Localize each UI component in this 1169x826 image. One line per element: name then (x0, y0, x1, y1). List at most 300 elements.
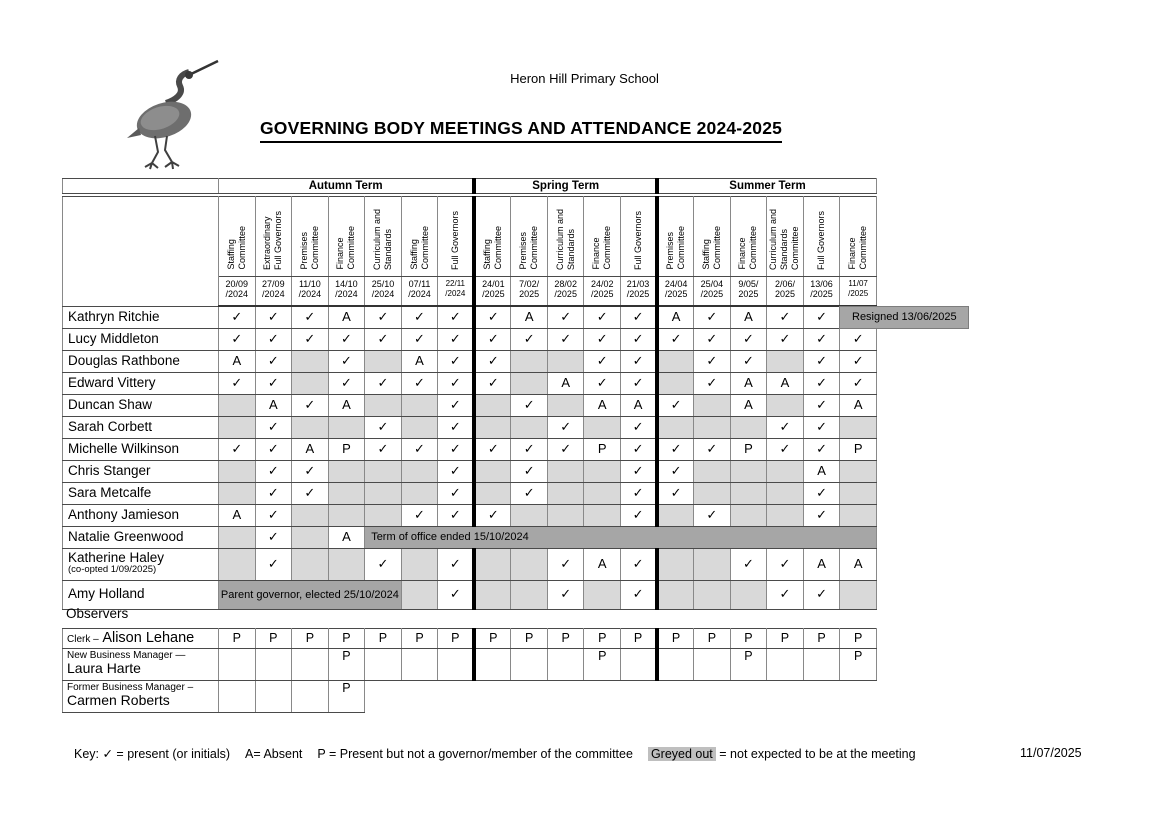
attendance-cell: ✓ (694, 328, 731, 350)
meeting-date: 11/10 /2024 (292, 277, 329, 307)
attendance-cell: ✓ (474, 350, 511, 372)
attendance-cell: P (328, 438, 365, 460)
empty-region (621, 681, 658, 713)
committee-header-label: Staffing Committee (482, 226, 504, 270)
observer-cell: P (767, 629, 804, 649)
attendance-cell: ✓ (474, 306, 511, 328)
observer-cell: P (328, 629, 365, 649)
committee-header (547, 197, 584, 277)
attendance-cell (511, 548, 548, 580)
attendance-cell: ✓ (547, 548, 584, 580)
attendance-cell: ✓ (401, 504, 438, 526)
empty-region (365, 681, 402, 713)
note-parent-governor: Parent governor, elected 25/10/2024 (219, 580, 402, 609)
attendance-cell: ✓ (401, 438, 438, 460)
attendance-cell (219, 548, 256, 580)
attendance-cell (840, 460, 877, 482)
attendance-cell: P (584, 438, 621, 460)
attendance-cell (401, 548, 438, 580)
attendance-cell: ✓ (767, 306, 804, 328)
attendance-cell: ✓ (255, 504, 292, 526)
attendance-cell: ✓ (292, 306, 329, 328)
attendance-cell (328, 482, 365, 504)
attendance-cell (401, 580, 438, 609)
note-term-ended: Term of office ended 15/10/2024 (365, 526, 877, 548)
key-greyed-out-swatch: Greyed out (648, 747, 716, 761)
attendance-cell (584, 482, 621, 504)
observers-table (62, 628, 877, 713)
meeting-date: 2/06/ 2025 (767, 277, 804, 307)
observer-cell (219, 649, 256, 681)
governor-name: Katherine Haley (co-opted 1/09/2025) (63, 548, 219, 580)
key-greyed-out-text: = not expected to be at the meeting (719, 747, 916, 761)
attendance-cell (511, 416, 548, 438)
committee-header (584, 197, 621, 277)
observer-cell (474, 649, 511, 681)
attendance-cell (401, 482, 438, 504)
meeting-date: 7/02/ 2025 (511, 277, 548, 307)
attendance-cell: ✓ (292, 460, 329, 482)
attendance-cell (219, 416, 256, 438)
empty-region (474, 681, 511, 713)
attendance-cell: ✓ (255, 526, 292, 548)
attendance-cell: A (584, 548, 621, 580)
attendance-cell: ✓ (328, 372, 365, 394)
attendance-cell: ✓ (328, 328, 365, 350)
attendance-cell: ✓ (255, 416, 292, 438)
attendance-table (62, 196, 957, 610)
attendance-cell (511, 350, 548, 372)
committee-header-label: Finance Committee (737, 226, 759, 270)
attendance-cell (474, 482, 511, 504)
committee-header (438, 197, 475, 277)
observer-cell: P (511, 629, 548, 649)
attendance-cell: A (328, 306, 365, 328)
observer-name (63, 649, 219, 681)
attendance-cell: ✓ (255, 460, 292, 482)
attendance-cell: ✓ (438, 460, 475, 482)
observer-cell: P (255, 629, 292, 649)
committee-header (657, 197, 694, 277)
attendance-cell: ✓ (474, 438, 511, 460)
attendance-cell: ✓ (365, 416, 402, 438)
governor-name: Sarah Corbett (63, 416, 219, 438)
observer-role-label: Clerk – (67, 633, 99, 645)
empty-region (657, 681, 694, 713)
governor-row (63, 580, 877, 609)
committee-header-label: Premises Committee (518, 226, 540, 270)
attendance-cell (401, 416, 438, 438)
attendance-cell (767, 504, 804, 526)
observer-row (63, 649, 877, 681)
attendance-cell (730, 504, 767, 526)
attendance-cell (328, 504, 365, 526)
governor-row (63, 306, 877, 328)
observer-cell (365, 649, 402, 681)
attendance-cell: A (657, 306, 694, 328)
empty-region (694, 681, 731, 713)
attendance-cell: ✓ (621, 482, 658, 504)
empty-region (547, 681, 584, 713)
key-absent-item: A= Absent (245, 747, 303, 761)
attendance-cell: P (840, 438, 877, 460)
attendance-cell (401, 460, 438, 482)
attendance-cell (657, 350, 694, 372)
committee-header (292, 197, 329, 277)
attendance-cell (328, 416, 365, 438)
attendance-cell: ✓ (438, 548, 475, 580)
attendance-cell: ✓ (621, 580, 658, 609)
observer-cell: P (840, 649, 877, 681)
attendance-cell: ✓ (219, 306, 256, 328)
observer-cell: P (694, 629, 731, 649)
observer-cell (292, 681, 329, 713)
attendance-cell: ✓ (438, 416, 475, 438)
attendance-cell (292, 350, 329, 372)
attendance-cell: ✓ (219, 438, 256, 460)
attendance-cell (365, 482, 402, 504)
governor-name: Anthony Jamieson (63, 504, 219, 526)
attendance-cell: ✓ (292, 394, 329, 416)
attendance-cell (657, 548, 694, 580)
attendance-cell (767, 460, 804, 482)
committee-header-label: Premises Committee (298, 226, 320, 270)
attendance-cell: ✓ (438, 438, 475, 460)
attendance-cell: A (219, 504, 256, 526)
governor-row (63, 526, 877, 548)
attendance-cell: ✓ (730, 548, 767, 580)
observer-cell (803, 649, 840, 681)
attendance-cell (292, 548, 329, 580)
observer-cell: P (584, 649, 621, 681)
attendance-cell (292, 526, 329, 548)
attendance-cell: ✓ (621, 460, 658, 482)
attendance-cell: ✓ (255, 328, 292, 350)
governor-row (63, 394, 877, 416)
attendance-cell: ✓ (328, 350, 365, 372)
attendance-cell: ✓ (803, 482, 840, 504)
attendance-cell: ✓ (511, 438, 548, 460)
attendance-cell (474, 460, 511, 482)
observer-cell (767, 649, 804, 681)
observer-cell: P (474, 629, 511, 649)
committee-header-label: Full Governors (449, 210, 460, 270)
attendance-cell: ✓ (621, 504, 658, 526)
attendance-cell: ✓ (803, 350, 840, 372)
attendance-cell: ✓ (401, 306, 438, 328)
committee-header-label: Finance Committee (591, 226, 613, 270)
committee-header (401, 197, 438, 277)
attendance-cell: ✓ (657, 482, 694, 504)
committee-header-label: Extraordinary Full Governors (262, 210, 284, 270)
key-legend (74, 746, 916, 761)
attendance-cell: ✓ (292, 482, 329, 504)
attendance-cell: ✓ (438, 328, 475, 350)
attendance-cell (694, 580, 731, 609)
committee-header (255, 197, 292, 277)
empty-region (401, 681, 438, 713)
attendance-cell: ✓ (584, 350, 621, 372)
attendance-cell: ✓ (840, 328, 877, 350)
attendance-cell: ✓ (767, 548, 804, 580)
observer-cell: P (438, 629, 475, 649)
attendance-cell: ✓ (474, 372, 511, 394)
attendance-cell (547, 394, 584, 416)
observer-cell: P (219, 629, 256, 649)
attendance-cell (694, 416, 731, 438)
attendance-cell (547, 482, 584, 504)
committee-header-label: Finance Committee (335, 226, 357, 270)
attendance-cell: ✓ (767, 438, 804, 460)
attendance-cell: ✓ (547, 416, 584, 438)
attendance-cell (840, 306, 957, 328)
attendance-cell (694, 394, 731, 416)
committee-header-label: Full Governors (632, 210, 643, 270)
attendance-cell: ✓ (657, 460, 694, 482)
attendance-cell (584, 580, 621, 609)
term-header: Summer Term (657, 179, 876, 194)
meeting-date: 13/06 /2025 (803, 277, 840, 307)
empty-region (438, 681, 475, 713)
observer-cell: P (621, 629, 658, 649)
key-p-item: P = Present but not a governor/member of the committee (317, 747, 633, 761)
attendance-cell: A (840, 548, 877, 580)
meeting-date: 22/11 /2024 (438, 277, 475, 307)
key-present-item: Key: ✓ = present (or initials) (74, 747, 231, 761)
attendance-cell: ✓ (365, 372, 402, 394)
attendance-cell (657, 372, 694, 394)
committee-header-label: Staffing Committee (700, 226, 722, 270)
attendance-cell: ✓ (547, 328, 584, 350)
attendance-cell (511, 372, 548, 394)
committee-header-label: Curriculum and Standards Committee (768, 208, 801, 270)
attendance-cell: A (401, 350, 438, 372)
observer-cell: P (328, 649, 365, 681)
attendance-cell: ✓ (438, 306, 475, 328)
attendance-cell: A (730, 372, 767, 394)
attendance-cell (840, 416, 877, 438)
attendance-cell: ✓ (365, 438, 402, 460)
observer-person-name: Carmen Roberts (67, 692, 170, 708)
committee-header-label: Curriculum and Standards (554, 208, 576, 270)
attendance-cell: ✓ (255, 350, 292, 372)
meeting-date: 20/09 /2024 (219, 277, 256, 307)
attendance-cell: ✓ (365, 328, 402, 350)
meeting-date: 14/10 /2024 (328, 277, 365, 307)
attendance-cell: A (255, 394, 292, 416)
empty-region (584, 681, 621, 713)
attendance-cell (292, 372, 329, 394)
observer-cell: P (328, 681, 365, 713)
governor-name: Michelle Wilkinson (63, 438, 219, 460)
attendance-cell (767, 394, 804, 416)
attendance-cell (365, 504, 402, 526)
committee-header (328, 197, 365, 277)
attendance-cell: ✓ (657, 394, 694, 416)
attendance-cell: A (292, 438, 329, 460)
attendance-cell: A (328, 394, 365, 416)
attendance-cell: ✓ (621, 328, 658, 350)
attendance-cell: ✓ (219, 328, 256, 350)
attendance-cell: ✓ (255, 482, 292, 504)
observer-cell (255, 649, 292, 681)
observer-person-name: Alison Lehane (102, 629, 195, 646)
committee-header-label: Staffing Committee (408, 226, 430, 270)
meeting-date: 9/05/ 2025 (730, 277, 767, 307)
governor-name-note: (co-opted 1/09/2025) (68, 564, 157, 576)
meeting-date: 21/03 /2025 (621, 277, 658, 307)
meeting-date: 25/04 /2025 (694, 277, 731, 307)
attendance-cell: ✓ (584, 306, 621, 328)
attendance-cell: ✓ (840, 350, 877, 372)
attendance-cell: ✓ (657, 438, 694, 460)
attendance-cell (657, 416, 694, 438)
attendance-cell: ✓ (694, 306, 731, 328)
attendance-cell: ✓ (401, 328, 438, 350)
attendance-cell (292, 504, 329, 526)
attendance-cell: ✓ (584, 372, 621, 394)
table-corner (63, 179, 219, 194)
attendance-cell: ✓ (438, 372, 475, 394)
attendance-cell: ✓ (657, 328, 694, 350)
attendance-cell: ✓ (255, 372, 292, 394)
attendance-cell (767, 350, 804, 372)
empty-region (511, 681, 548, 713)
attendance-cell (474, 548, 511, 580)
attendance-cell: A (584, 394, 621, 416)
observer-cell: P (730, 629, 767, 649)
attendance-cell (730, 580, 767, 609)
attendance-cell: A (547, 372, 584, 394)
observer-cell: P (365, 629, 402, 649)
empty-region (767, 681, 804, 713)
attendance-cell: P (730, 438, 767, 460)
attendance-cell: ✓ (474, 504, 511, 526)
attendance-cell (219, 394, 256, 416)
observer-cell: P (840, 629, 877, 649)
attendance-cell: A (803, 548, 840, 580)
term-header: Autumn Term (219, 179, 475, 194)
meeting-date: 27/09 /2024 (255, 277, 292, 307)
observer-cell: P (730, 649, 767, 681)
attendance-cell (840, 504, 877, 526)
document-date: 11/07/2025 (1020, 746, 1082, 760)
attendance-cell (694, 460, 731, 482)
attendance-cell (767, 482, 804, 504)
governor-row (63, 482, 877, 504)
attendance-cell: A (803, 460, 840, 482)
governor-name: Edward Vittery (63, 372, 219, 394)
attendance-cell (219, 526, 256, 548)
note-resigned: Resigned 13/06/2025 (839, 306, 969, 329)
committee-header (730, 197, 767, 277)
meeting-date: 24/01 /2025 (474, 277, 511, 307)
attendance-cell (365, 394, 402, 416)
attendance-cell: ✓ (401, 372, 438, 394)
attendance-cell (365, 460, 402, 482)
page-title: GOVERNING BODY MEETINGS AND ATTENDANCE 2024-2025 (260, 118, 782, 143)
attendance-cell: ✓ (730, 350, 767, 372)
attendance-cell: A (767, 372, 804, 394)
observer-cell (219, 681, 256, 713)
attendance-cell (840, 580, 877, 609)
governor-row (63, 372, 877, 394)
attendance-cell (547, 460, 584, 482)
committee-header-label: Premises Committee (665, 226, 687, 270)
committee-header (803, 197, 840, 277)
attendance-cell (584, 416, 621, 438)
observer-role-label: Former Business Manager – (67, 682, 194, 693)
attendance-cell (219, 482, 256, 504)
attendance-cell: ✓ (767, 580, 804, 609)
attendance-cell: ✓ (803, 438, 840, 460)
meeting-date: 24/02 /2025 (584, 277, 621, 307)
attendance-cell: ✓ (547, 438, 584, 460)
governor-row (63, 350, 877, 372)
governor-name: Duncan Shaw (63, 394, 219, 416)
governor-name: Sara Metcalfe (63, 482, 219, 504)
attendance-cell (657, 504, 694, 526)
committee-header-label: Finance Committee (847, 226, 869, 270)
attendance-cell: ✓ (803, 372, 840, 394)
observers-section-label: Observers (66, 606, 129, 621)
observer-cell (255, 681, 292, 713)
attendance-cell (474, 580, 511, 609)
attendance-cell (401, 394, 438, 416)
governor-name: Kathryn Ritchie (63, 306, 219, 328)
attendance-cell: ✓ (694, 372, 731, 394)
attendance-cell (584, 460, 621, 482)
observer-cell (657, 649, 694, 681)
observer-cell (511, 649, 548, 681)
attendance-cell (219, 460, 256, 482)
meeting-date: 07/11 /2024 (401, 277, 438, 307)
meeting-date: 28/02 /2025 (547, 277, 584, 307)
attendance-cell: ✓ (511, 328, 548, 350)
attendance-cell (730, 416, 767, 438)
attendance-cell (511, 504, 548, 526)
attendance-cell (474, 394, 511, 416)
attendance-cell (511, 580, 548, 609)
attendance-cell (547, 350, 584, 372)
observer-cell (694, 649, 731, 681)
attendance-cell: ✓ (694, 350, 731, 372)
term-header-table (62, 178, 877, 194)
observer-cell: P (584, 629, 621, 649)
observer-cell: P (657, 629, 694, 649)
governor-row (63, 548, 877, 580)
attendance-cell: ✓ (803, 504, 840, 526)
empty-region (840, 681, 877, 713)
attendance-cell: ✓ (694, 438, 731, 460)
observer-name (63, 629, 219, 649)
governor-name: Douglas Rathbone (63, 350, 219, 372)
attendance-cell: A (219, 350, 256, 372)
committee-header-label: Staffing Committee (225, 226, 247, 270)
committee-header (621, 197, 658, 277)
attendance-cell (584, 504, 621, 526)
observer-cell (401, 649, 438, 681)
attendance-cell: ✓ (621, 372, 658, 394)
attendance-cell (292, 416, 329, 438)
attendance-cell: ✓ (365, 306, 402, 328)
attendance-cell: A (840, 394, 877, 416)
observer-person-name: Laura Harte (67, 660, 141, 676)
attendance-cell: ✓ (840, 372, 877, 394)
term-header: Spring Term (474, 179, 657, 194)
governor-name: Lucy Middleton (63, 328, 219, 350)
attendance-cell (474, 416, 511, 438)
